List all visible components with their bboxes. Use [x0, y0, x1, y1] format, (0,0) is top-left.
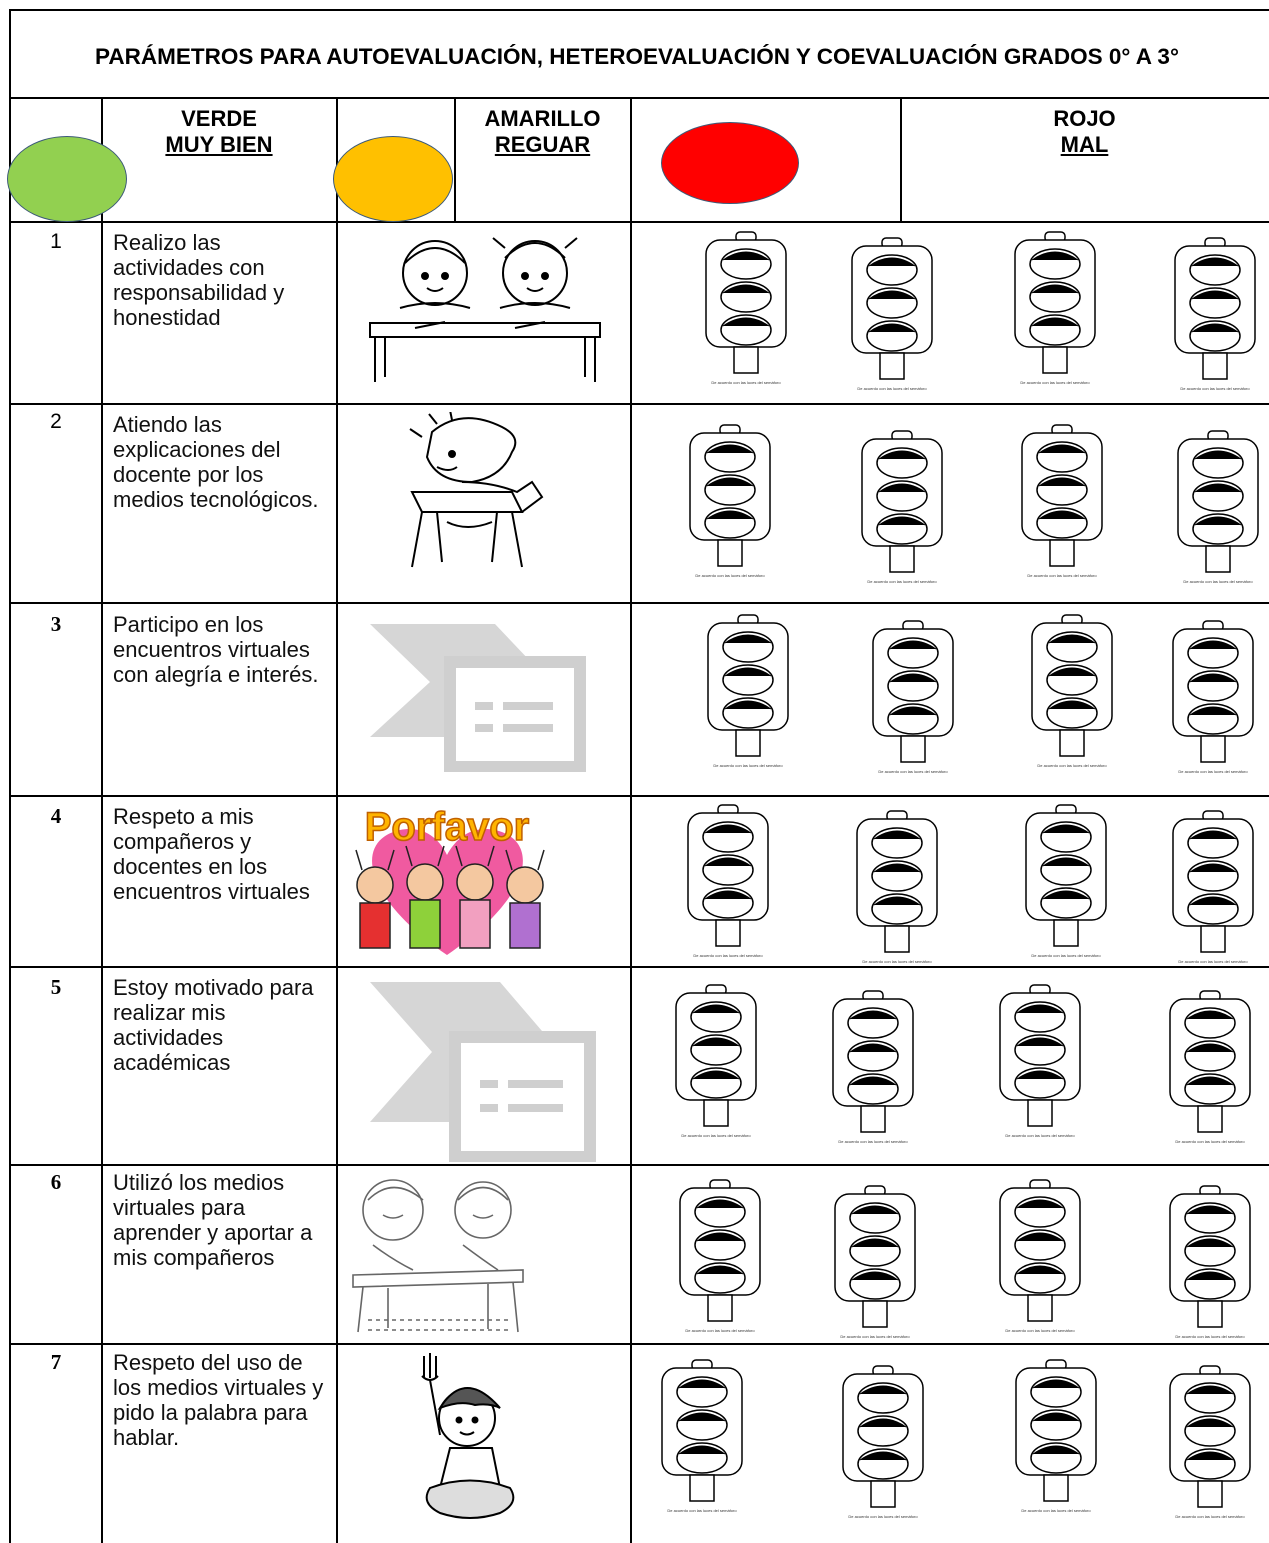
traffic-light-caption: De acuerdo con las luces del semáforo [867, 579, 937, 584]
traffic-light-caption: De acuerdo con las luces del semáforo [693, 953, 763, 958]
traffic-light-caption: De acuerdo con las luces del semáforo [878, 769, 948, 774]
traffic-light-caption: De acuerdo con las luces del semáforo [1021, 1508, 1091, 1513]
traffic-light-icon [862, 431, 942, 584]
row-text-7: Respeto del uso de los medios virtuales y pido la palabra para hablar. [113, 1350, 324, 1450]
traffic-light-caption: De acuerdo con las luces del semáforo [1005, 1133, 1075, 1138]
traffic-light-caption: De acuerdo con las luces del semáforo [1180, 386, 1250, 391]
traffic-light-caption: De acuerdo con las luces del semáforo [840, 1334, 910, 1339]
traffic-light-icon [843, 1366, 923, 1519]
traffic-light-icon [1016, 1360, 1096, 1513]
traffic-light-icon [680, 1180, 760, 1333]
traffic-light-icon [1015, 232, 1095, 385]
traffic-light-caption: De acuerdo con las luces del semáforo [681, 1133, 751, 1138]
traffic-light-caption: De acuerdo con las luces del semáforo [713, 763, 783, 768]
traffic-light-caption: De acuerdo con las luces del semáforo [1178, 769, 1248, 774]
traffic-light-icon [688, 805, 768, 958]
traffic-light-icon [835, 1186, 915, 1339]
row-number-5: 5 [50, 975, 62, 999]
traffic-light-caption: De acuerdo con las luces del semáforo [1178, 959, 1248, 964]
row-number-3: 3 [50, 612, 62, 636]
traffic-light-caption: De acuerdo con las luces del semáforo [1183, 579, 1253, 584]
traffic-light-caption: De acuerdo con las luces del semáforo [695, 573, 765, 578]
traffic-light-icon [833, 991, 913, 1144]
legend-green-meaning: MUY BIEN [165, 132, 273, 157]
traffic-light-caption: De acuerdo con las luces del semáforo [1031, 953, 1101, 958]
row-text-3: Participo en los encuentros virtuales con alegría e interés. [113, 612, 319, 687]
traffic-light-icon [1173, 621, 1253, 774]
traffic-light-icon [1000, 985, 1080, 1138]
page-title: PARÁMETROS PARA AUTOEVALUACIÓN, HETEROEVALUACIÓN Y COEVALUACIÓN GRADOS 0° A 3° [95, 44, 1179, 69]
legend-green-name: VERDE [181, 106, 257, 131]
legend-red-name: ROJO [1053, 106, 1116, 131]
row-text-6: Utilizó los medios virtuales para aprender y aportar a mis compañeros [113, 1170, 313, 1270]
porfavor-text: Porfavor [364, 805, 530, 849]
legend-red-meaning: MAL [1060, 132, 1109, 157]
traffic-light-icon [1170, 1366, 1250, 1519]
legend-yellow-name: AMARILLO [484, 106, 601, 131]
row-text-5: Estoy motivado para realizar mis actividades académicas [113, 975, 314, 1075]
traffic-light-icon [1022, 425, 1102, 578]
traffic-light-icon [662, 1360, 742, 1513]
row-number-4: 4 [50, 804, 62, 828]
traffic-light-icon [1000, 1180, 1080, 1333]
traffic-light-caption: De acuerdo con las luces del semáforo [1175, 1139, 1245, 1144]
row-text-4: Respeto a mis compañeros y docentes en los encuentros virtuales [113, 804, 310, 904]
row-text-2: Atiendo las explicaciones del docente por los medios tecnológicos. [113, 412, 319, 512]
traffic-light-caption: De acuerdo con las luces del semáforo [1175, 1514, 1245, 1519]
traffic-light-icon [1170, 1186, 1250, 1339]
traffic-light-caption: De acuerdo con las luces del semáforo [1027, 573, 1097, 578]
traffic-light-caption: De acuerdo con las luces del semáforo [685, 1328, 755, 1333]
traffic-light-icon [1173, 811, 1253, 964]
traffic-light-icon [708, 615, 788, 768]
traffic-light-icon [706, 232, 786, 385]
row-number-2: 2 [50, 410, 62, 433]
traffic-light-icon [1178, 431, 1258, 584]
traffic-light-icon [857, 811, 937, 964]
traffic-light-caption: De acuerdo con las luces del semáforo [862, 959, 932, 964]
traffic-light-caption: De acuerdo con las luces del semáforo [848, 1514, 918, 1519]
traffic-light-icon [1175, 238, 1255, 391]
traffic-light-icon [873, 621, 953, 774]
traffic-light-caption: De acuerdo con las luces del semáforo [838, 1139, 908, 1144]
traffic-light-caption: De acuerdo con las luces del semáforo [667, 1508, 737, 1513]
row-text-1: Realizo las actividades con responsabilidad y honestidad [113, 230, 285, 330]
traffic-light-caption: De acuerdo con las luces del semáforo [1175, 1334, 1245, 1339]
traffic-light-icon [676, 985, 756, 1138]
row-number-1: 1 [50, 230, 62, 253]
traffic-light-caption: De acuerdo con las luces del semáforo [1005, 1328, 1075, 1333]
traffic-light-caption: De acuerdo con las luces del semáforo [1020, 380, 1090, 385]
traffic-light-icon [690, 425, 770, 578]
traffic-light-icon [852, 238, 932, 391]
row-number-6: 6 [50, 1170, 62, 1194]
traffic-light-caption: De acuerdo con las luces del semáforo [857, 386, 927, 391]
traffic-light-icon [1026, 805, 1106, 958]
traffic-light-icon [1170, 991, 1250, 1144]
row-number-7: 7 [50, 1350, 62, 1374]
traffic-light-icon [1032, 615, 1112, 768]
traffic-light-caption: De acuerdo con las luces del semáforo [711, 380, 781, 385]
traffic-light-caption: De acuerdo con las luces del semáforo [1037, 763, 1107, 768]
legend-yellow-meaning: REGUAR [494, 132, 591, 157]
